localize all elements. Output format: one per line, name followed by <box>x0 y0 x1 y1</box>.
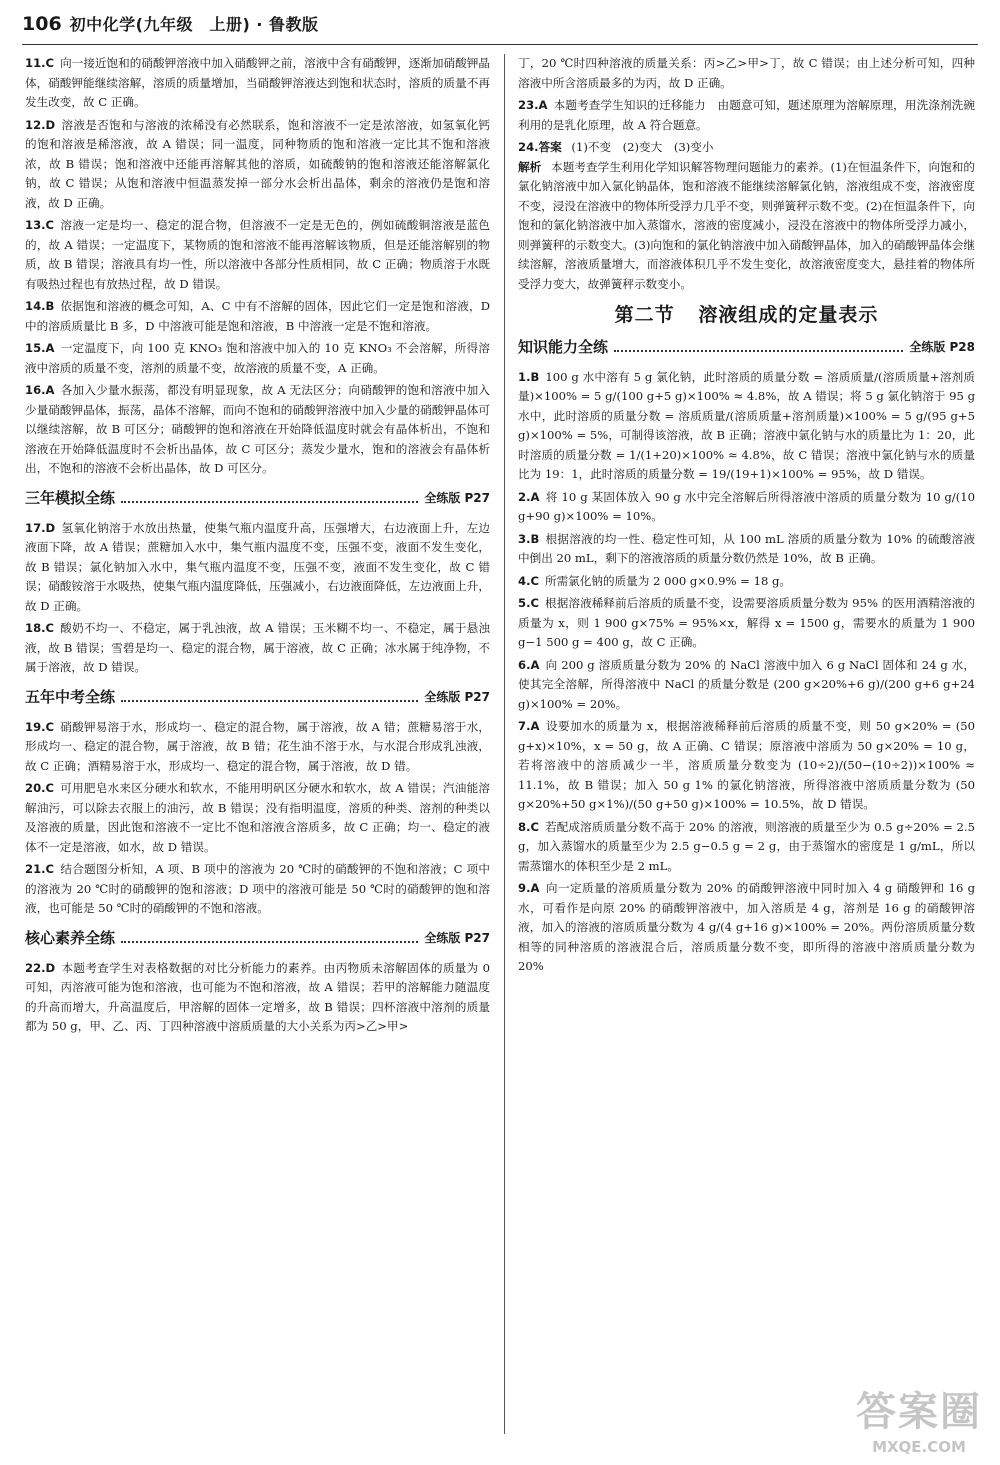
answer-item <box>25 519 490 617</box>
answer-item <box>518 488 975 527</box>
question-number: 19.C <box>25 719 55 734</box>
answer-item <box>518 879 975 977</box>
section-ref: 全练版 P27 <box>424 490 490 505</box>
answer-item <box>25 297 490 336</box>
question-number: 11.C <box>25 56 55 70</box>
answer-item-24 <box>518 138 975 294</box>
answer-item <box>518 96 975 135</box>
question-number: 7.A <box>518 719 540 733</box>
question-number: 6.A <box>518 657 540 672</box>
section-title: 三年模拟全练 <box>25 488 116 507</box>
watermark-logo: 答案圈 <box>856 1388 982 1435</box>
answer-text: 根据溶液的均一性、稳定性可知，从 100 mL 溶质的质量分数为 10% 的硫酸溶液中倒出 20 mL，剩下的溶液溶质的质量分数仍然是 10%，故 B 正确。 <box>518 531 975 565</box>
answer-item <box>25 381 490 479</box>
section-dots <box>614 350 903 352</box>
left-group-a <box>25 54 490 479</box>
answer-text: 100 g 水中溶有 5 g 氯化钠，此时溶质的质量分数 = 溶质质量/(溶质质量+溶剂质量)×100% = 5 g/(100 g+5 g)×100% ≈ 4.8%，故 A 错误；将 5 g 氯化钠溶于 95 g 水中，此时溶质的质量分数 = 溶质质量/(溶质质量+溶剂质量)×100% = 5 g/(95 g+5 g)×100% = 5%，可制得该溶液，故 B 正确；溶液中氯化钠与水的质量比为 1：20，此时溶质的质量分数 = 1/(1+20)×100% ≈ 4.8%，故 C 错误；溶液中氯化钠与水的质量比为 19：1，此时溶质的质量分数 = 19/(19+1)×100% = 95%，故 D 错误。 <box>518 369 975 481</box>
answer-text: 向一接近饱和的硝酸钾溶液中加入硝酸钾之前，溶液中含有硝酸钾，逐渐加硝酸钾晶体，硝酸钾能继续溶解，溶质的质量增加，当硝酸钾溶液达到饱和状态时，溶质的质量不再发生改变，故 C 正确。 <box>25 56 490 109</box>
section-ref: 全练版 P28 <box>909 339 975 354</box>
question-number: 21.C <box>25 862 55 876</box>
continued-text: 丁，20 ℃时四种溶液的质量关系：丙>乙>甲>丁，故 C 错误；由上述分析可知，四种溶液中所含溶质最多的为丙，故 D 正确。 <box>518 56 975 90</box>
question-number: 18.C <box>25 621 55 635</box>
answer-text: 溶液一定是均一、稳定的混合物，但溶液不一定是无色的，例如硫酸铜溶液是蓝色的，故 A 错误；一定温度下，某物质的饱和溶液不能再溶解该物质，但是还能溶解别的物质，故 B 错误；溶液具有均一性，所以溶液中各部分性质相同，故 C 正确；物质溶于水既有吸热过程也有放热过程，故 D 错误。 <box>25 218 490 291</box>
column-divider <box>504 54 505 1434</box>
section-hexin <box>25 927 490 951</box>
section-dots <box>121 700 418 702</box>
section-title: 五年中考全练 <box>25 687 116 706</box>
answer-text: 结合题图分析知，A 项、B 项中的溶液为 20 ℃时的硝酸钾的不饱和溶液；C 项中的溶液为 20 ℃时的硝酸钾的饱和溶液；D 项中的溶液可能是 50 ℃时的硝酸钾的饱和溶液，也可能是 50 ℃时的硝酸钾的不饱和溶液。 <box>25 862 490 915</box>
question-number: 3.B <box>518 531 540 546</box>
answer-text: 所需氯化钠的质量为 2 000 g×0.9% = 18 g。 <box>544 573 792 588</box>
answer-item <box>25 860 490 919</box>
section-title: 核心素养全练 <box>25 928 116 947</box>
left-group-c <box>25 718 490 919</box>
right-group-b <box>518 368 975 977</box>
book-title: 初中化学(九年级 上册) · 鲁教版 <box>69 15 319 35</box>
answer-text: (1)不变 (2)变大 (3)变小 <box>571 140 714 154</box>
question-number: 1.B <box>518 369 540 384</box>
answer-item <box>25 54 490 113</box>
question-number: 12.D <box>25 117 56 132</box>
question-number: 14.B <box>25 299 55 313</box>
answer-item <box>518 717 975 815</box>
answer-text: 酸奶不均一、不稳定，属于乳浊液，故 A 错误；玉米糊不均一、不稳定，属于悬浊液，故 B 错误；雪碧是均一、稳定的混合物，属于溶液，故 C 正确；冰水属于纯净物，不属于溶液，故 D 错误。 <box>25 621 490 674</box>
answer-item <box>25 779 490 857</box>
watermark <box>856 1386 982 1458</box>
question-number: 4.C <box>518 573 539 588</box>
question-number: 9.A <box>518 881 540 895</box>
chapter-section: 第二节 <box>614 304 675 326</box>
answer-text: 依据饱和溶液的概念可知，A、C 中有不溶解的固体，因此它们一定是饱和溶液，D 中的溶质质量比 B 多，D 中溶液可能是饱和溶液，B 中溶液一定是不饱和溶液。 <box>25 299 490 333</box>
section-dots <box>121 501 418 503</box>
answer-item <box>518 530 975 569</box>
answer-text: 各加入少量水振荡，都没有明显现象，故 A 无法区分；向硝酸钾的饱和溶液中加入少量硝酸钾晶体，振荡，晶体不溶解，而向不饱和的硝酸钾溶液中加入少量的硝酸钾晶体可以继续溶解，故 B 可区分；硝酸钾的饱和溶液在开始降低温度时就会有晶体析出，不饱和溶液在开始降低温度时不会析出晶体，故 C 可区分；蒸发少量水，饱和的溶液会有晶体析出，不饱和的溶液不会析出晶体，故 D 可区分。 <box>25 383 490 475</box>
answer-item <box>518 572 975 592</box>
answer-text: 硝酸钾易溶于水，形成均一、稳定的混合物，属于溶液，故 A 错；蔗糖易溶于水，形成均一、稳定的混合物，属于溶液，故 B 错；花生油不溶于水，与水混合形成乳浊液，故 C 正确；酒精易溶于水，形成均一、稳定的混合物，属于溶液，故 D 错。 <box>25 719 490 773</box>
analysis-text: 本题考查学生利用化学知识解答物理问题能力的素养。(1)在恒温条件下，向饱和的氯化钠溶液中加入氯化钠晶体，饱和溶液不能继续溶解氯化钠，溶液组成不变，溶液密度不变，浸没在溶液中的物体所受浮力几乎不变，则弹簧秤示数不变。(2)在恒温条件下，向饱和的氯化钠溶液中加入蒸馏水，溶液的密度减小，浸没在溶液中的物体所受浮力减小，则弹簧秤的示数变大。(3)向饱和的氯化钠溶液中加入硝酸钾晶体，加入的硝酸钾晶体会继续溶解，溶液质量增大，而溶液体积几乎不发生变化，故溶液密度变大，悬挂着的物体所受浮力变大，故弹簧秤示数变小。 <box>518 159 975 291</box>
section-wunian <box>25 686 490 710</box>
page-header <box>22 8 319 42</box>
answer-text: 本题考查学生知识的迁移能力 由题意可知，题述原理为溶解原理，用洗涤剂洗碗利用的是乳化原理，故 A 符合题意。 <box>518 98 975 132</box>
answer-item <box>25 619 490 678</box>
question-number: 8.C <box>518 819 539 834</box>
chapter-name: 溶液组成的定量表示 <box>698 304 879 326</box>
answer-item <box>25 959 490 1037</box>
answer-item <box>518 818 975 877</box>
answer-text: 根据溶液稀释前后溶质的质量不变，设需要溶质质量分数为 95% 的医用酒精溶液的质量为 x，则 1 900 g×75% = 95%×x，解得 x = 1500 g，需要水的质量为 1 900 g−1 500 g = 400 g，故 C 正确。 <box>518 596 975 649</box>
question-number: 2.A <box>518 489 540 504</box>
answer-item <box>25 718 490 777</box>
answer-item <box>518 656 975 715</box>
section-dots <box>121 941 418 943</box>
answer-item <box>25 116 490 214</box>
question-number: 20.C <box>25 781 55 795</box>
question-number: 22.D <box>25 960 56 975</box>
answer-text: 本题考查学生对表格数据的对比分析能力的素养。由丙物质未溶解固体的质量为 0 可知，丙溶液可能为饱和溶液，也可能为不饱和溶液，故 A 错误；若甲的溶解能力随温度的升高而增大，升高温度后，甲溶解的固体一定增多，故 B 错误；四杯溶液中溶剂的质量都为 50 g，甲、乙、丙、丁四种溶液中溶质质量的大小关系为丙>乙>甲> <box>25 960 490 1033</box>
right-group-a <box>518 96 975 135</box>
answer-text: 向一定质量的溶质质量分数为 20% 的硝酸钾溶液中同时加入 4 g 硝酸钾和 16 g 水，可看作是向原 20% 的硝酸钾溶液中，加入溶质是 4 g，溶剂是 16 g 的硝酸钾溶液，加入的溶液的溶质质量分数为 4 g/(4 g+16 g)×100% = 20%。两份溶质质量分数相等的同种溶质的溶液混合后，溶质质量分数不变，即所得的溶液中溶质质量分数为 20% <box>518 881 975 973</box>
question-number: 5.C <box>518 596 539 610</box>
question-number: 16.A <box>25 383 55 397</box>
answer-text: 若配成溶质质量分数不高于 20% 的溶液，则溶液的质量至少为 0.5 g÷20% = 2.5 g，加入蒸馏水的质量至少为 2.5 g−0.5 g = 2 g，由于蒸馏水的密度是 1 g/mL，所以需蒸馏水的体积至少是 2 mL。 <box>518 819 975 873</box>
answer-text: 将 10 g 某固体放入 90 g 水中完全溶解后所得溶液中溶质的质量分数为 10 g/(10 g+90 g)×100% = 10%。 <box>518 489 975 523</box>
page-number: 106 <box>22 13 62 36</box>
continued-answer <box>518 54 975 93</box>
header-rule <box>22 44 978 45</box>
answer-item <box>518 594 975 653</box>
watermark-url: MXQE.COM <box>872 1437 966 1456</box>
answer-item <box>518 368 975 485</box>
section-zhishi <box>518 336 975 360</box>
left-group-b <box>25 519 490 678</box>
section-title: 知识能力全练 <box>518 337 609 356</box>
answer-text: 可用肥皂水来区分硬水和软水，不能用明矾区分硬水和软水，故 A 错误；汽油能溶解油污，可以除去衣服上的油污，故 B 错误；没有指明温度，溶质的种类、溶剂的种类以及溶液的质量，因此饱和溶液不一定比不饱和溶液含溶质多，故 C 正确；均一、稳定的液体不一定是溶液，如水，故 D 错误。 <box>25 781 490 854</box>
analysis-label: 解析 <box>518 159 542 174</box>
left-column <box>25 54 490 1446</box>
right-column <box>518 54 975 1446</box>
answer-text: 氢氧化钠溶于水放出热量，使集气瓶内温度升高，压强增大，右边液面上升，左边液面下降，故 A 错误；蔗糖加入水中，集气瓶内温度不变，压强不变，液面不发生变化，故 B 错误；氯化钠加入水中，集气瓶内温度不变，压强不变，液面不发生变化，故 C 错误；硝酸铵溶于水吸热，使集气瓶内温度降低，压强减小，右边液面降低，左边液面上升，故 D 正确。 <box>25 520 490 613</box>
question-number: 24.答案 <box>518 140 562 154</box>
answer-text: 溶液是否饱和与溶液的浓稀没有必然联系，饱和溶液不一定是浓溶液，如氢氧化钙的饱和溶液是稀溶液，故 A 错误；同一温度，同种物质的饱和溶液一定比其不饱和溶液浓，故 B 错误；饱和溶液中还能再溶解其他的溶质，如硫酸钠的饱和溶液还能溶解氯化钠，故 C 错误；从饱和溶液中恒温蒸发掉一部分水会析出晶体，剩余的溶液仍是饱和溶液，故 D 正确。 <box>25 117 490 210</box>
question-number: 17.D <box>25 520 56 535</box>
question-number: 13.C <box>25 218 55 232</box>
answer-item <box>25 339 490 378</box>
section-ref: 全练版 P27 <box>424 930 490 945</box>
left-group-d <box>25 959 490 1037</box>
section-ref: 全练版 P27 <box>424 689 490 704</box>
section-sannian <box>25 487 490 511</box>
answer-text: 一定温度下，向 100 克 KNO₃ 饱和溶液中加入的 10 克 KNO₃ 不会溶解，所得溶液中溶质的质量不变，溶剂的质量不变，故溶液的质量不变，A 正确。 <box>25 341 490 375</box>
answer-text: 设要加水的质量为 x，根据溶液稀释前后溶质的质量不变，则 50 g×20% = (50 g+x)×10%，x = 50 g，故 A 正确、C 错误；原溶液中溶质为 50 g×20% = 10 g，若将溶液中的溶质减少一半，溶质质量分数变为 (10÷2)/(50−(10÷2))×100% ≈ 11.1%，故 B 错误；加入 50 g 1% 的氯化钠溶液，所得溶液中溶质质量分数为 (50 g×20%+50 g×1%)/(50 g+50 g)×100% = 10.5%，故 D 错误。 <box>518 719 975 811</box>
question-number: 15.A <box>25 341 55 355</box>
answer-text: 向 200 g 溶质质量分数为 20% 的 NaCl 溶液中加入 6 g NaCl 固体和 24 g 水，使其完全溶解，所得溶液中 NaCl 的质量分数是 (200 g×20%+6 g)/(200 g+6 g+24 g)×100% = 20%。 <box>518 657 975 711</box>
answer-item <box>25 216 490 294</box>
chapter-title <box>518 306 975 326</box>
question-number: 23.A <box>518 98 548 112</box>
